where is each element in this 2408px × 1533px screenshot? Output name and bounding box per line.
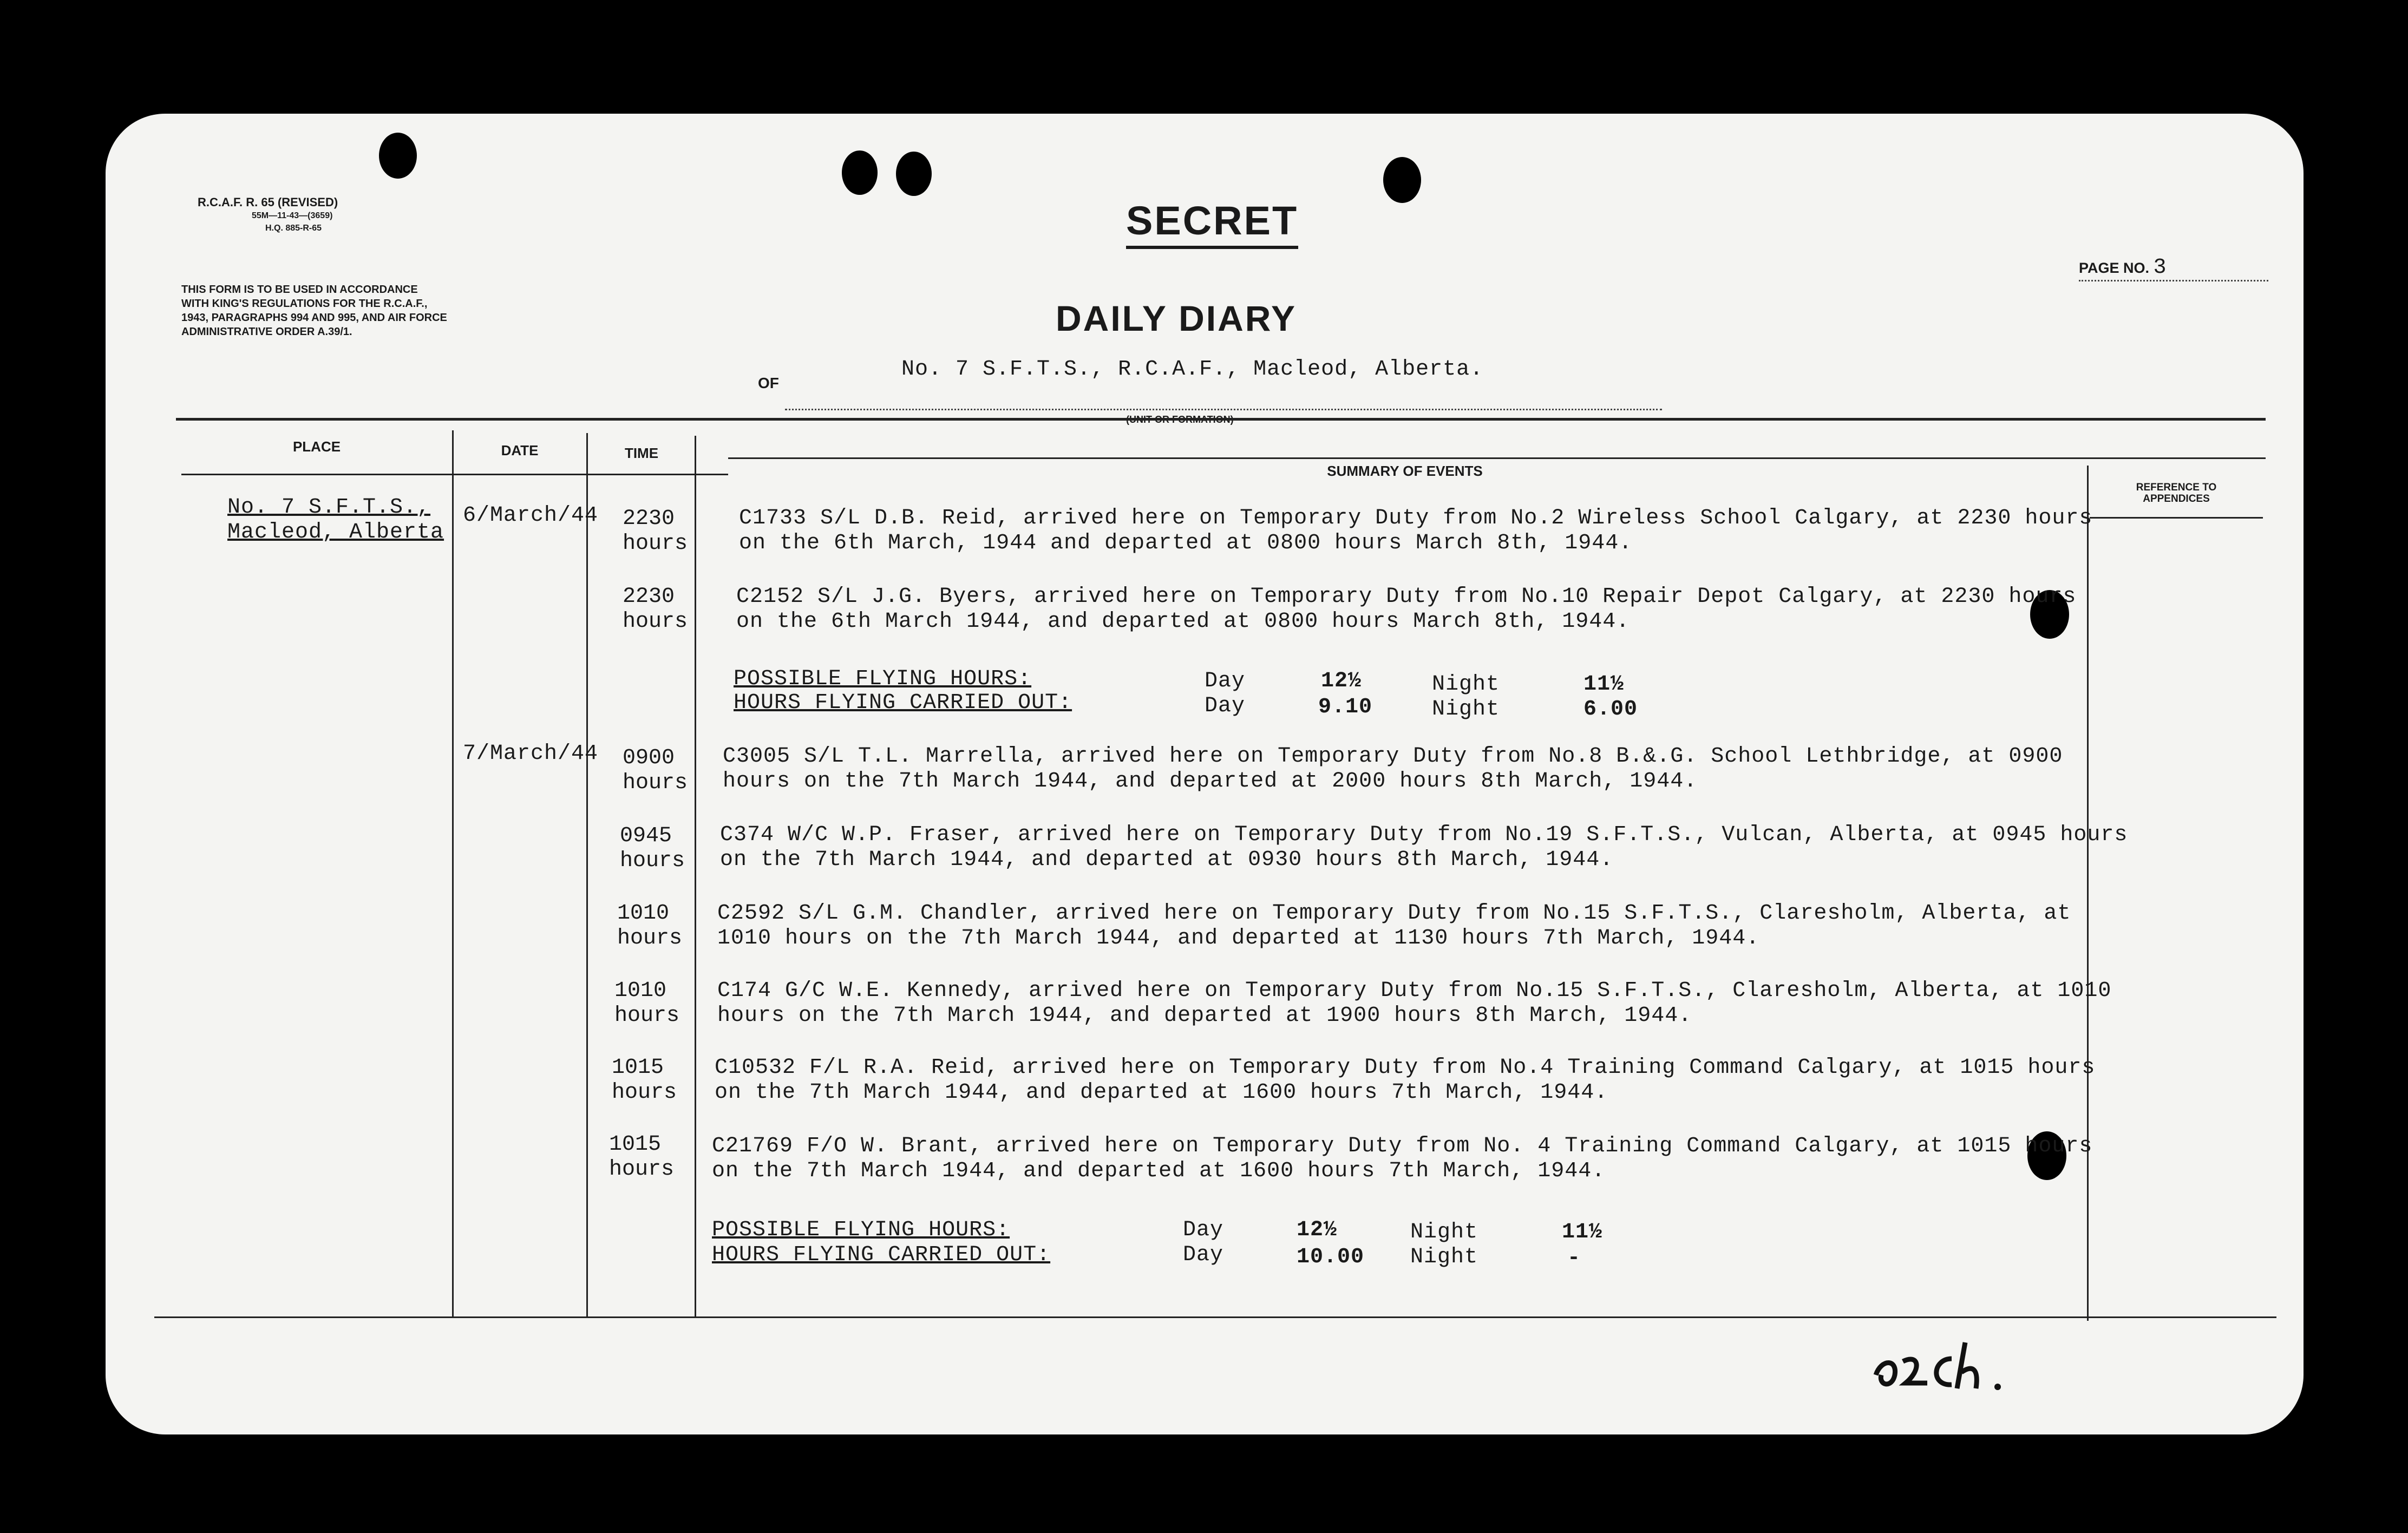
event-line: C1733 S/L D.B. Reid, arrived here on Temporary Duty from No.2 Wireless School Calgary, at 2230 hours xyxy=(739,506,2093,530)
page-number-label: PAGE NO. xyxy=(2079,260,2150,276)
event-line: hours on the 7th March 1944, and departed at 2000 hours 8th March, 1944. xyxy=(723,769,1698,794)
time-cell xyxy=(620,824,685,874)
event-line: C374 W/C W.P. Fraser, arrived here on Temporary Duty from No.19 S.F.T.S., Vulcan, Alberta, at 0945 hours xyxy=(720,823,2128,847)
event-entry xyxy=(717,901,2071,951)
day-label: Day xyxy=(1183,1218,1224,1242)
event-line: on the 7th March 1944, and departed at 1600 hours 7th March, 1944. xyxy=(712,1159,1606,1183)
time-cell xyxy=(623,507,688,556)
event-line: on the 6th March 1944, and departed at 0800 hours March 8th, 1944. xyxy=(736,610,1630,634)
possible-day-hours: 12½ xyxy=(1297,1218,1338,1242)
event-line: hours on the 7th March 1944, and departed at 1900 hours 8th March, 1944. xyxy=(717,1004,1692,1028)
event-line: on the 6th March, 1944 and departed at 0800 hours March 8th, 1944. xyxy=(739,531,1633,555)
reference-line: REFERENCE TO xyxy=(2136,482,2217,493)
punch-hole xyxy=(379,133,417,179)
time-unit: hours xyxy=(609,1157,675,1182)
event-line: C10532 F/L R.A. Reid, arrived here on Temporary Duty from No.4 Training Command Calgary, at 1015 hours xyxy=(715,1056,2096,1080)
event-line: 1010 hours on the 7th March 1944, and departed at 1130 hours 7th March, 1944. xyxy=(717,926,1760,951)
table-top-rule xyxy=(176,418,2266,421)
flying-hours-block xyxy=(734,667,1816,721)
time-value: 0900 xyxy=(623,746,675,770)
page-number-field xyxy=(2079,255,2268,281)
event-line: on the 7th March 1944, and departed at 0930 hours 8th March, 1944. xyxy=(720,848,1614,872)
time-unit: hours xyxy=(623,771,688,795)
time-cell xyxy=(617,901,682,951)
instruction-line: THIS FORM IS TO BE USED IN ACCORDANCE xyxy=(181,284,418,296)
of-label: OF xyxy=(758,375,779,391)
carried-day-hours: 10.00 xyxy=(1297,1245,1365,1269)
column-divider xyxy=(452,430,454,1318)
column-divider xyxy=(586,433,588,1318)
form-code-line2: 55M—11-43—(3659) xyxy=(252,211,333,220)
time-unit: hours xyxy=(612,1080,677,1105)
time-value: 2230 xyxy=(623,507,675,531)
event-entry xyxy=(739,506,2092,556)
flying-hours-block xyxy=(712,1218,1795,1272)
time-cell xyxy=(614,979,679,1028)
instruction-line: ADMINISTRATIVE ORDER A.39/1. xyxy=(181,326,352,338)
day-label: Day xyxy=(1205,694,1246,718)
carried-night-hours: 6.00 xyxy=(1583,697,1638,722)
event-line: on the 7th March 1944, and departed at 1600 hours 7th March, 1944. xyxy=(715,1080,1608,1105)
column-divider xyxy=(2087,466,2089,1321)
time-value: 1015 xyxy=(612,1056,664,1080)
night-label: Night xyxy=(1410,1220,1478,1244)
instruction-line: 1943, PARAGRAPHS 994 AND 995, AND AIR FORCE xyxy=(181,312,447,324)
time-value: 1015 xyxy=(609,1132,662,1157)
column-header-place: PLACE xyxy=(292,438,341,455)
time-value: 1010 xyxy=(617,901,670,926)
event-line: C2152 S/L J.G. Byers, arrived here on Temporary Duty from No.10 Repair Depot Calgary, at 2230 hours xyxy=(736,585,2077,609)
page-number-value: 3 xyxy=(2153,255,2167,280)
event-line: C2592 S/L G.M. Chandler, arrived here on Temporary Duty from No.15 S.F.T.S., Claresholm, Alberta, at xyxy=(717,901,2071,926)
event-entry xyxy=(736,585,2076,634)
time-value: 0945 xyxy=(620,824,672,848)
column-header-summary: SUMMARY OF EVENTS xyxy=(1327,463,1483,479)
day-label: Day xyxy=(1205,669,1246,693)
column-header-reference xyxy=(2090,482,2263,505)
time-unit: hours xyxy=(623,610,688,634)
event-line: C174 G/C W.E. Kennedy, arrived here on Temporary Duty from No.15 S.F.T.S., Claresholm, Alberta, at 1010 xyxy=(717,979,2112,1003)
carried-flying-label: HOURS FLYING CARRIED OUT: xyxy=(734,691,1072,715)
possible-flying-label: POSSIBLE FLYING HOURS: xyxy=(712,1218,1010,1242)
event-entry xyxy=(712,1134,2092,1184)
reference-line: APPENDICES xyxy=(2143,493,2210,505)
table-bottom-rule xyxy=(154,1316,2276,1318)
event-line: C21769 F/O W. Brant, arrived here on Temporary Duty from No. 4 Training Command Calgary, at 1015 hours xyxy=(712,1134,2093,1158)
punch-hole xyxy=(1383,157,1421,203)
carried-night-hours: - xyxy=(1567,1246,1581,1270)
place-cell xyxy=(227,495,444,545)
possible-day-hours: 12½ xyxy=(1321,669,1362,693)
night-label: Night xyxy=(1410,1245,1478,1269)
punch-hole xyxy=(896,152,932,196)
diary-form-card xyxy=(106,114,2304,1434)
header-rule xyxy=(728,457,2266,459)
time-unit: hours xyxy=(614,1004,680,1028)
unit-underline xyxy=(785,409,1662,410)
page-title: DAILY DIARY xyxy=(1056,298,1297,338)
form-instruction xyxy=(181,283,447,339)
event-line: C3005 S/L T.L. Marrella, arrived here on Temporary Duty from No.8 B.&.G. School Lethbridge, at 0900 xyxy=(723,744,2063,769)
header-rule-ref xyxy=(2090,517,2263,519)
time-unit: hours xyxy=(623,532,688,556)
possible-flying-label: POSSIBLE FLYING HOURS: xyxy=(734,667,1032,691)
unit-name: No. 7 S.F.T.S., R.C.A.F., Macleod, Alberta. xyxy=(901,357,1484,382)
punch-hole xyxy=(842,150,878,195)
carried-day-hours: 9.10 xyxy=(1318,695,1373,719)
possible-night-hours: 11½ xyxy=(1562,1220,1603,1244)
carried-flying-label: HOURS FLYING CARRIED OUT: xyxy=(712,1243,1051,1267)
possible-night-hours: 11½ xyxy=(1583,672,1625,697)
date-cell: 6/March/44 xyxy=(463,503,599,528)
time-cell xyxy=(609,1132,674,1182)
classification-stamp: SECRET xyxy=(1126,198,1298,249)
date-cell: 7/March/44 xyxy=(463,742,599,766)
instruction-line: WITH KING'S REGULATIONS FOR THE R.C.A.F., xyxy=(181,298,428,310)
column-divider xyxy=(695,436,696,1318)
time-cell xyxy=(623,585,688,634)
day-label: Day xyxy=(1183,1243,1224,1267)
handwritten-initials xyxy=(1870,1337,2017,1402)
time-unit: hours xyxy=(620,849,685,873)
header-rule xyxy=(181,474,728,475)
column-header-date: DATE xyxy=(501,442,539,458)
time-value: 1010 xyxy=(614,979,667,1003)
event-entry xyxy=(715,1056,2095,1105)
form-code-line3: H.Q. 885-R-65 xyxy=(265,224,322,233)
column-header-time: TIME xyxy=(624,445,659,461)
time-cell xyxy=(612,1056,677,1105)
event-entry xyxy=(720,823,2128,873)
night-label: Night xyxy=(1432,697,1500,722)
place-line: No. 7 S.F.T.S., xyxy=(227,495,431,520)
event-entry xyxy=(723,744,2063,794)
time-unit: hours xyxy=(617,926,683,951)
form-code: R.C.A.F. R. 65 (REVISED) xyxy=(198,195,338,209)
time-value: 2230 xyxy=(623,585,675,609)
time-cell xyxy=(623,746,688,796)
place-line: Macleod, Alberta xyxy=(227,520,444,545)
night-label: Night xyxy=(1432,672,1500,697)
event-entry xyxy=(717,979,2111,1028)
